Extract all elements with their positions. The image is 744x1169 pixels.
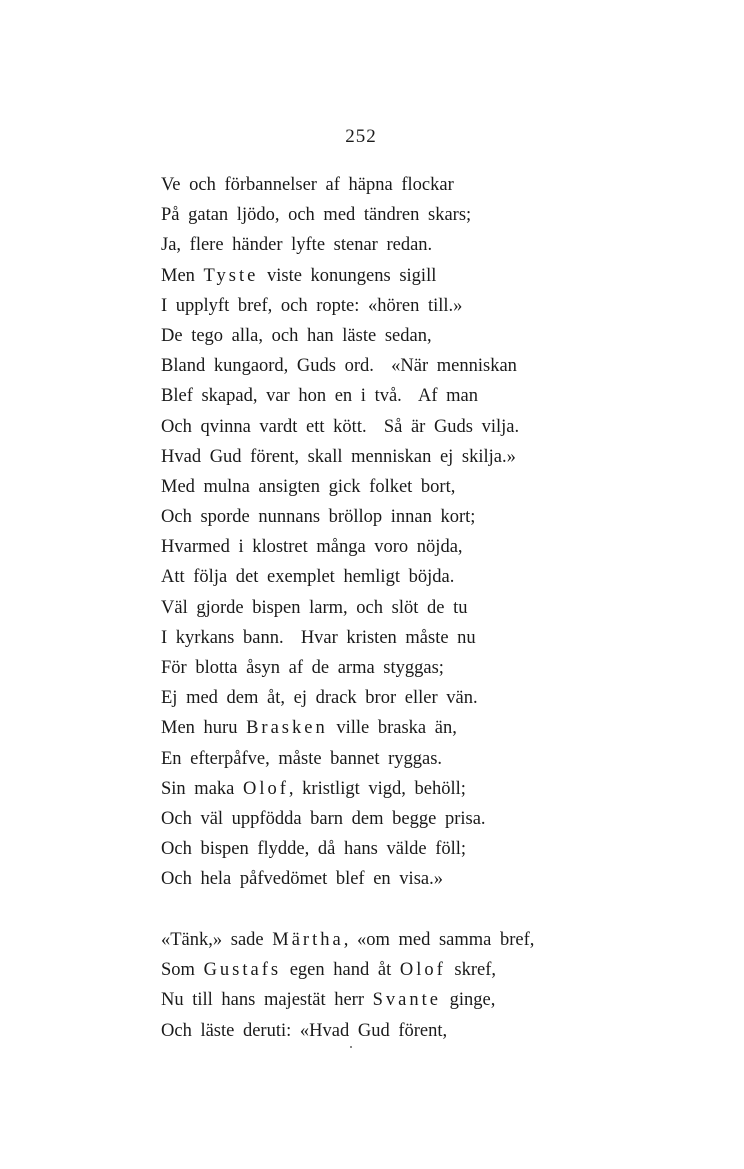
verse-line: [161, 955, 534, 985]
verse-line: [161, 170, 519, 200]
spaced-name: Svante: [372, 990, 441, 1011]
verse-text: Sin maka: [161, 778, 243, 799]
verse-text: Hvarmed i klostret många voro nöjda,: [161, 537, 463, 558]
stanza-1: [161, 170, 519, 895]
verse-text: Väl gjorde bispen larm, och slöt de tu: [161, 597, 468, 618]
verse-line: [161, 713, 519, 743]
verse-line: [161, 261, 519, 291]
spaced-name: Olof: [243, 778, 289, 799]
stanza-2: [161, 925, 534, 1046]
verse-text: Med mulna ansigten gick folket bort,: [161, 476, 456, 497]
verse-line: [161, 683, 519, 713]
verse-text: Ej med dem åt, ej drack bror eller vän.: [161, 688, 478, 709]
verse-text: På gatan ljödo, och med tändren skars;: [161, 205, 472, 226]
verse-text: Ve och förbannelser af häpna flockar: [161, 175, 454, 195]
verse-line: [161, 653, 519, 683]
verse-text: skref,: [445, 960, 496, 981]
verse-text: Blef skapad, var hon en i två. Af man: [161, 386, 479, 407]
verse-text: viste konungens sigill: [258, 265, 437, 286]
verse-text: De tego alla, och han läste sedan,: [161, 325, 432, 346]
verse-line: [161, 623, 519, 653]
verse-text: Hvad Gud förent, skall menniskan ej skilja.»: [161, 446, 516, 467]
verse-line: [161, 774, 519, 804]
verse-text: Och qvinna vardt ett kött. Så är Guds vilja.: [161, 416, 520, 437]
verse-text: Och sporde nunnans bröllop innan kort;: [161, 507, 476, 528]
verse-line: [161, 532, 519, 562]
verse-line: [161, 502, 519, 532]
spaced-name: Tyste: [203, 265, 259, 286]
verse-text: ginge,: [441, 990, 496, 1011]
verse-line: [161, 1016, 534, 1046]
verse-line: [161, 925, 534, 955]
verse-text: «Tänk,» sade: [161, 930, 273, 950]
verse-text: Bland kungaord, Guds ord. «När menniskan: [161, 356, 517, 377]
verse-line: [161, 291, 519, 321]
spaced-name: Olof: [399, 960, 446, 981]
verse-line: [161, 351, 519, 381]
verse-line: [161, 442, 519, 472]
verse-text: , kristligt vigd, behöll;: [288, 778, 466, 799]
verse-line: [161, 744, 519, 774]
spaced-name: Gustafs: [203, 960, 282, 981]
verse-line: [161, 834, 519, 864]
verse-text: För blotta åsyn af de arma styggas;: [161, 658, 444, 678]
verse-line: [161, 230, 519, 260]
verse-line: [161, 472, 519, 502]
verse-text: Och väl uppfödda barn dem begge prisa.: [161, 808, 486, 829]
verse-text: Och hela påfvedömet blef en visa.»: [161, 869, 443, 890]
verse-line: [161, 412, 519, 442]
verse-line: [161, 864, 519, 894]
verse-text: , «om med samma bref,: [343, 930, 535, 950]
spaced-name: Märtha: [272, 930, 344, 950]
verse-text: I kyrkans bann. Hvar kristen måste nu: [161, 627, 476, 648]
verse-text: En efterpåfve, måste bannet ryggas.: [161, 748, 443, 769]
spaced-name: Brasken: [246, 718, 328, 739]
verse-text: Och bispen flydde, då hans välde föll;: [161, 839, 467, 860]
page-number: 252: [345, 126, 377, 147]
verse-text: Men: [161, 265, 204, 286]
verse-line: [161, 321, 519, 351]
verse-text: ville braska än,: [327, 718, 457, 739]
verse-text: Ja, flere händer lyfte stenar redan.: [161, 235, 433, 256]
verse-line: [161, 985, 534, 1015]
verse-line: [161, 804, 519, 834]
verse-text: egen hand åt: [281, 960, 400, 981]
verse-text: Nu till hans majestät herr: [161, 990, 373, 1011]
verse-line: [161, 562, 519, 592]
speck: [350, 1046, 352, 1048]
verse-line: [161, 593, 519, 623]
verse-text: I upplyft bref, och ropte: «hören till.»: [161, 295, 463, 316]
verse-text: Att följa det exemplet hemligt böjda.: [161, 567, 455, 588]
verse-text: Men huru: [161, 718, 247, 739]
verse-line: [161, 381, 519, 411]
verse-text: Som: [161, 960, 204, 981]
verse-text: Och läste deruti: «Hvad Gud förent,: [161, 1020, 448, 1041]
verse-line: [161, 200, 519, 230]
